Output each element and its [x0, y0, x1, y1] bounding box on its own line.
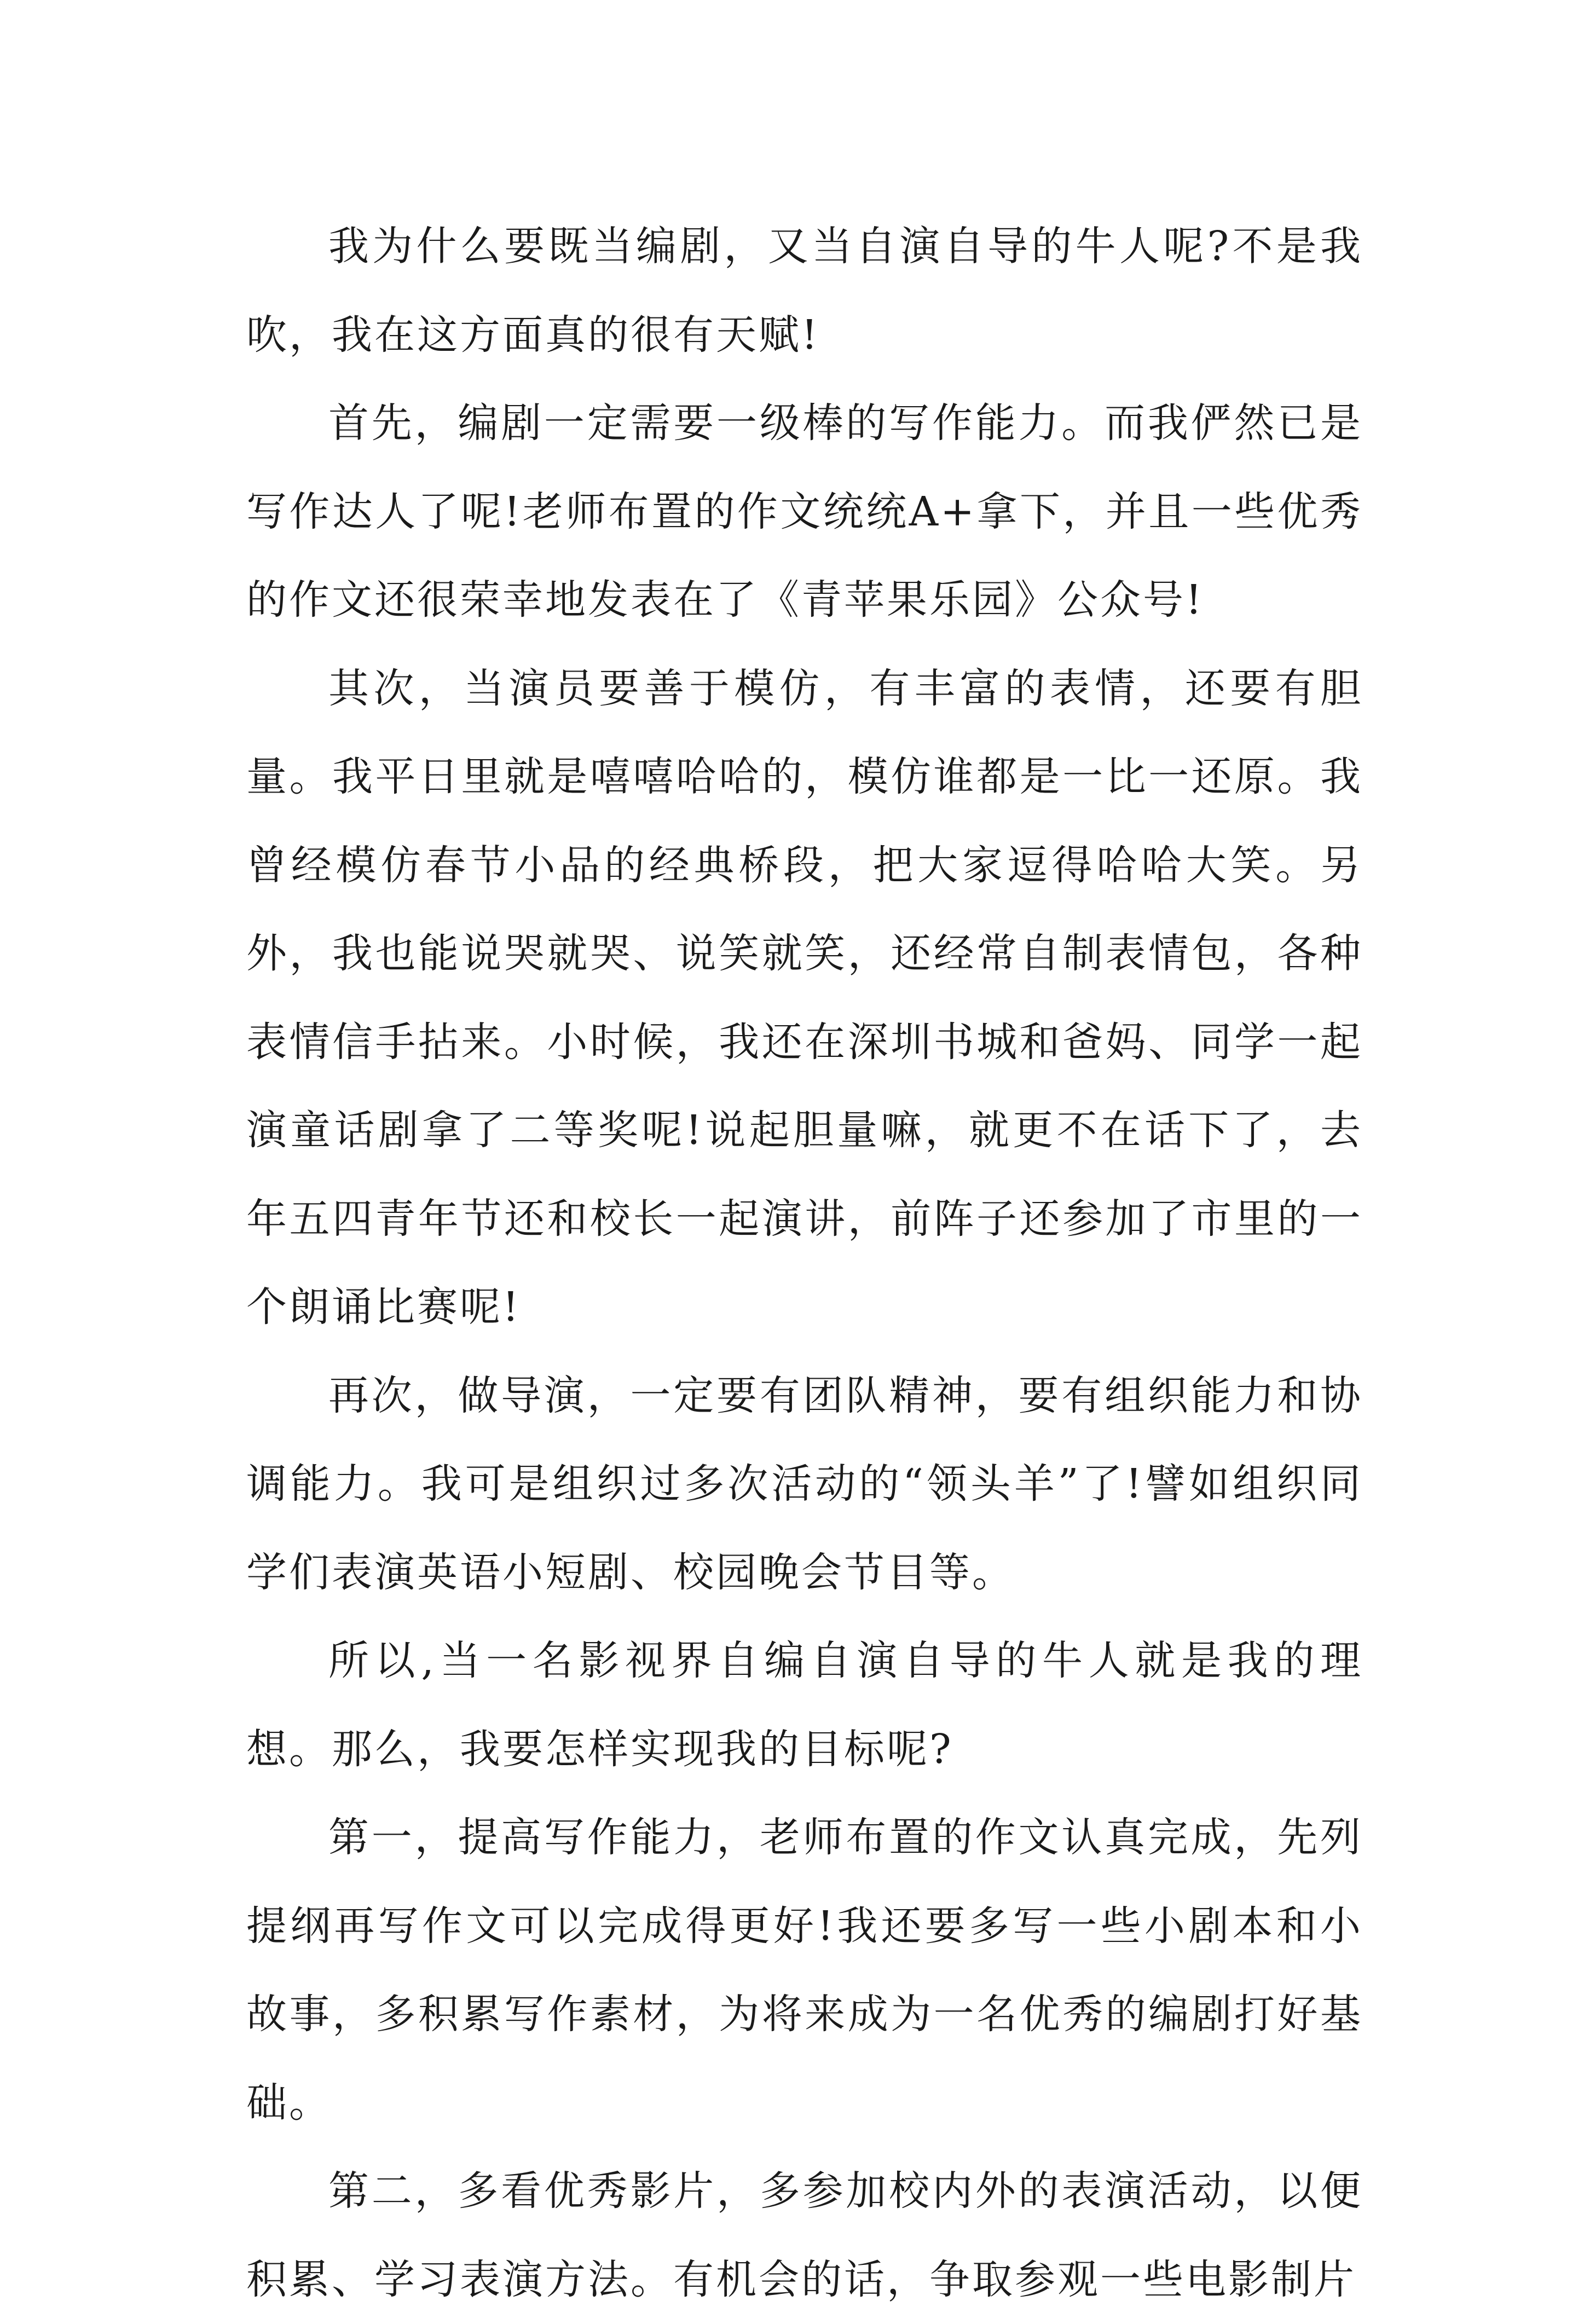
- document-body: [246, 203, 1363, 2324]
- paragraph-3: 其次，当演员要善于模仿，有丰富的表情，还要有胆量。我平日里就是嘻嘻哈哈的，模仿谁都是一比一还原。我曾经模仿春节小品的经典桥段，把大家逗得哈哈大笑。另外，我也能说哭就哭、说笑就笑，还经常自制表情包，各种表情信手拈来。小时候，我还在深圳书城和爸妈、同学一起演童话剧拿了二等奖呢!说起胆量嘛，就更不在话下了，去年五四青年节还和校长一起演讲，前阵子还参加了市里的一个朗诵比赛呢!: [246, 664, 1363, 1331]
- paragraph-7: 第二，多看优秀影片，多参加校内外的表演活动，以便积累、学习表演方法。有机会的话，争取参观一些电影制片: [246, 2167, 1363, 2303]
- paragraph-1: 我为什么要既当编剧，又当自演自导的牛人呢?不是我吹，我在这方面真的很有天赋!: [246, 223, 1363, 359]
- paragraph-2: 首先，编剧一定需要一级棒的写作能力。而我俨然已是写作达人了呢!老师布置的作文统统A+拿下，并且一些优秀的作文还很荣幸地发表在了《青苹果乐园》公众号!: [246, 400, 1363, 623]
- paragraph-5: 所以,当一名影视界自编自演自导的牛人就是我的理想。那么，我要怎样实现我的目标呢?: [246, 1637, 1363, 1773]
- paragraph-6: 第一，提高写作能力，老师布置的作文认真完成，先列提纲再写作文可以完成得更好!我还要多写一些小剧本和小故事，多积累写作素材，为将来成为一名优秀的编剧打好基础。: [246, 1814, 1363, 2126]
- paragraph-4: 再次，做导演，一定要有团队精神，要有组织能力和协调能力。我可是组织过多次活动的“领头羊”了!譬如组织同学们表演英语小短剧、校园晚会节目等。: [246, 1372, 1363, 1596]
